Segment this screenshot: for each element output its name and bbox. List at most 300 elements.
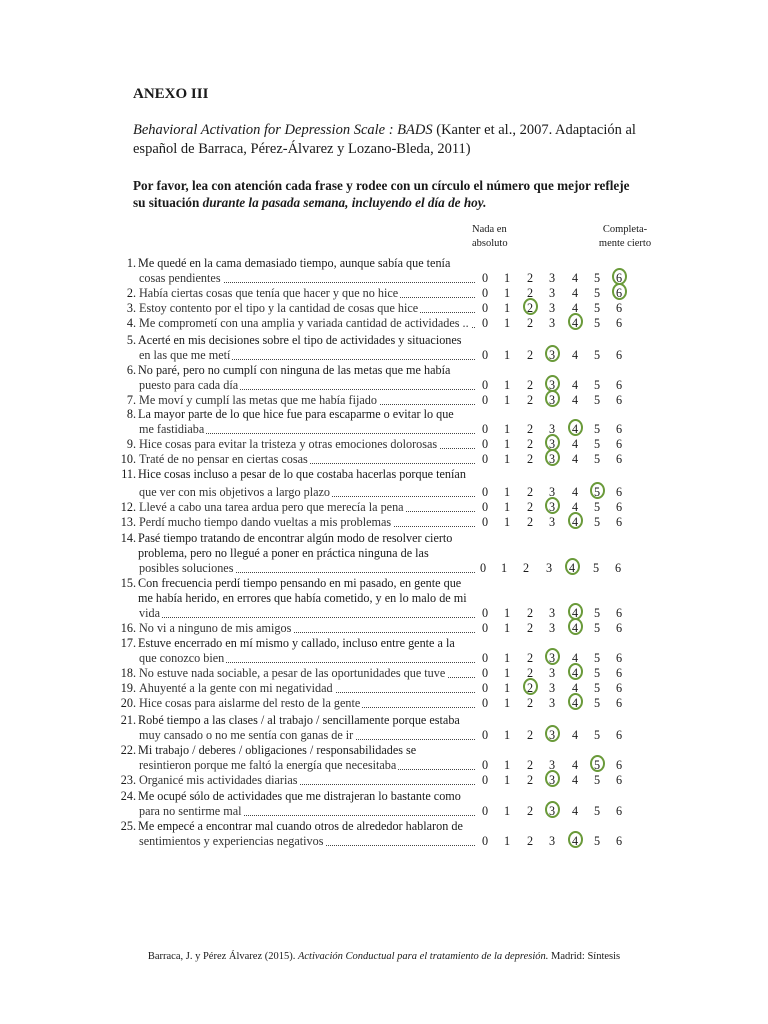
rating-option-5[interactable]: 5 (593, 437, 601, 451)
item-25-line-1 (0, 819, 768, 834)
item-number: 20. (120, 696, 136, 710)
item-text: que ver con mis objetivos a largo plazo (139, 485, 331, 499)
item-13-line-1 (0, 515, 768, 530)
item-text: Hice cosas incluso a pesar de lo que costaba hacerlas porque tenían (138, 467, 466, 481)
item-text: sentimientos y experiencias negativos (139, 834, 324, 848)
rating-option-4[interactable]: 4 (571, 316, 579, 330)
item-text: Me ocupé sólo de actividades que me distrajeran lo bastante como (138, 789, 461, 803)
item-text: muy cansado o no me sentía con ganas de ir (139, 728, 354, 742)
rating-option-3[interactable]: 3 (548, 834, 556, 848)
item-text: vida (139, 606, 160, 620)
selected-rating-circle (523, 678, 538, 695)
rating-option-3[interactable]: 3 (548, 437, 556, 451)
rating-option-6[interactable]: 6 (615, 696, 623, 710)
rating-option-1[interactable]: 1 (500, 561, 508, 575)
selected-rating-circle (565, 558, 580, 575)
rating-option-6[interactable]: 6 (615, 485, 623, 499)
rating-option-0[interactable]: 0 (481, 515, 489, 529)
rating-option-6[interactable]: 6 (615, 393, 623, 407)
rating-option-0[interactable]: 0 (481, 696, 489, 710)
rating-option-1[interactable]: 1 (503, 437, 511, 451)
footer-authors: Barraca, J. y Pérez Álvarez (2015). (147, 951, 298, 962)
item-16-line-1 (0, 621, 768, 636)
rating-option-0[interactable]: 0 (481, 500, 489, 514)
rating-option-6[interactable]: 6 (615, 378, 623, 392)
rating-option-0[interactable]: 0 (481, 666, 489, 680)
rating-option-2[interactable]: 2 (526, 271, 534, 285)
rating-option-6[interactable]: 6 (615, 452, 623, 466)
item-text: en las que me metí (139, 348, 231, 362)
rating-option-0[interactable]: 0 (481, 393, 489, 407)
rating-option-6[interactable]: 6 (615, 728, 623, 742)
rating-option-5[interactable]: 5 (593, 515, 601, 529)
rating-option-0[interactable]: 0 (481, 286, 489, 300)
item-number: 17. (120, 636, 136, 650)
rating-option-5[interactable]: 5 (593, 696, 601, 710)
item-11-line-1 (0, 467, 768, 482)
selected-rating-circle (545, 497, 560, 514)
rating-option-3[interactable]: 3 (548, 758, 556, 772)
item-text: Me moví y cumplí las metas que me había fijado (139, 393, 377, 407)
rating-option-6[interactable]: 6 (615, 606, 623, 620)
rating-option-6[interactable]: 6 (615, 271, 623, 285)
item-text: que conozco bien (139, 651, 225, 665)
rating-option-6[interactable]: 6 (615, 681, 623, 695)
rating-option-1[interactable]: 1 (503, 452, 511, 466)
rating-option-2[interactable]: 2 (526, 485, 534, 499)
rating-option-3[interactable]: 3 (548, 696, 556, 710)
item-number: 4. (126, 316, 136, 330)
item-10-line-1 (0, 452, 768, 467)
rating-option-5[interactable]: 5 (593, 348, 601, 362)
rating-option-0[interactable]: 0 (481, 773, 489, 787)
item-number: 13. (120, 515, 136, 529)
instructions-lead: su situación (133, 194, 203, 210)
item-19-line-1 (0, 681, 768, 696)
item-15-line-2 (0, 591, 768, 606)
rating-option-2[interactable]: 2 (526, 422, 534, 436)
rating-option-3[interactable]: 3 (548, 500, 556, 514)
item-text: Me quedé en la cama demasiado tiempo, aunque sabía que tenía (138, 256, 451, 270)
rating-option-1[interactable]: 1 (503, 316, 511, 330)
rating-option-4[interactable]: 4 (571, 681, 579, 695)
rating-option-4[interactable]: 4 (571, 452, 579, 466)
rating-option-6[interactable]: 6 (615, 651, 623, 665)
rating-option-4[interactable]: 4 (571, 606, 579, 620)
item-number: 19. (120, 681, 136, 695)
item-number: 11. (121, 467, 136, 481)
item-text: Estuve encerrado en mí mismo y callado, incluso entre gente a la (138, 636, 455, 650)
item-text: Me empecé a encontrar mal cuando otros de alrededor hablaron de (138, 819, 463, 833)
rating-option-1[interactable]: 1 (503, 271, 511, 285)
rating-option-2[interactable]: 2 (526, 515, 534, 529)
item-4-line-1 (0, 316, 768, 331)
selected-rating-circle (545, 449, 560, 466)
item-11-line-2 (0, 485, 768, 500)
item-20-line-1 (0, 696, 768, 711)
rating-option-6[interactable]: 6 (615, 666, 623, 680)
rating-option-3[interactable]: 3 (548, 271, 556, 285)
rating-option-4[interactable]: 4 (571, 286, 579, 300)
item-number: 22. (120, 743, 136, 757)
rating-option-3[interactable]: 3 (548, 301, 556, 315)
rating-option-3[interactable]: 3 (548, 621, 556, 635)
item-text: Acerté en mis decisiones sobre el tipo de actividades y situaciones (138, 333, 462, 347)
footer-publisher: Madrid: Síntesis (548, 951, 621, 962)
rating-option-4[interactable]: 4 (571, 621, 579, 635)
item-number: 24. (120, 789, 136, 803)
item-text: Hice cosas para evitar la tristeza y otras emociones dolorosas (139, 437, 438, 451)
rating-option-5[interactable]: 5 (593, 286, 601, 300)
item-text: Llevé a cabo una tarea ardua pero que merecía la pena (139, 500, 404, 514)
rating-option-5[interactable]: 5 (593, 606, 601, 620)
item-number: 16. (120, 621, 136, 635)
rating-option-1[interactable]: 1 (503, 834, 511, 848)
rating-option-0[interactable]: 0 (481, 452, 489, 466)
rating-option-4[interactable]: 4 (571, 834, 579, 848)
instructions-line-1: Por favor, lea con atención cada frase y rodee con un círculo el número que mejor refleje (133, 178, 630, 193)
footer-book-title: Activación Conductual para el tratamiento de la depresión. (297, 951, 549, 962)
rating-option-2[interactable]: 2 (526, 621, 534, 635)
rating-option-6[interactable]: 6 (614, 561, 622, 575)
rating-option-3[interactable]: 3 (548, 773, 556, 787)
rating-option-6[interactable]: 6 (615, 301, 623, 315)
rating-option-1[interactable]: 1 (503, 286, 511, 300)
item-18-line-1 (0, 666, 768, 681)
rating-option-0[interactable]: 0 (481, 316, 489, 330)
rating-option-2[interactable]: 2 (526, 681, 534, 695)
rating-option-6[interactable]: 6 (615, 316, 623, 330)
rating-option-5[interactable]: 5 (593, 834, 601, 848)
rating-option-5[interactable]: 5 (593, 485, 601, 499)
scale-anchor-low-line-1: Nada en (472, 224, 507, 235)
rating-option-6[interactable]: 6 (615, 437, 623, 451)
rating-option-0[interactable]: 0 (481, 606, 489, 620)
rating-option-4[interactable]: 4 (571, 271, 579, 285)
item-text: Robé tiempo a las clases / al trabajo / sencillamente porque estaba (138, 713, 460, 727)
rating-option-3[interactable]: 3 (548, 681, 556, 695)
selected-rating-circle (612, 283, 627, 300)
rating-option-1[interactable]: 1 (503, 773, 511, 787)
rating-option-0[interactable]: 0 (479, 561, 487, 575)
item-8-line-2 (0, 422, 768, 437)
item-14-line-3 (0, 561, 768, 576)
rating-option-2[interactable]: 2 (526, 696, 534, 710)
rating-option-2[interactable]: 2 (526, 758, 534, 772)
rating-option-5[interactable]: 5 (593, 681, 601, 695)
item-12-line-1 (0, 500, 768, 515)
item-number: 8. (126, 407, 136, 421)
rating-option-5[interactable]: 5 (593, 728, 601, 742)
rating-option-5[interactable]: 5 (593, 500, 601, 514)
item-15-line-1 (0, 576, 768, 591)
rating-option-0[interactable]: 0 (481, 437, 489, 451)
rating-option-3[interactable]: 3 (545, 561, 553, 575)
item-text: Perdí mucho tiempo dando vueltas a mis problemas (139, 515, 392, 529)
item-text: problema, pero no llegué a poner en práctica ninguna de las (138, 546, 429, 560)
item-text: Estoy contento por el tipo y la cantidad de cosas que hice (139, 301, 419, 315)
instructions-emphasis: durante la pasada semana, incluyendo el día de hoy. (202, 194, 487, 210)
rating-option-2[interactable]: 2 (522, 561, 530, 575)
rating-option-0[interactable]: 0 (481, 834, 489, 848)
rating-option-0[interactable]: 0 (481, 651, 489, 665)
rating-option-3[interactable]: 3 (548, 651, 556, 665)
rating-option-3[interactable]: 3 (548, 422, 556, 436)
scale-anchor-high-line-1: Completa- (602, 224, 648, 235)
rating-option-0[interactable]: 0 (481, 681, 489, 695)
rating-option-2[interactable]: 2 (526, 316, 534, 330)
rating-option-6[interactable]: 6 (615, 348, 623, 362)
rating-option-4[interactable]: 4 (571, 728, 579, 742)
rating-option-3[interactable]: 3 (548, 316, 556, 330)
item-number: 3. (126, 301, 136, 315)
footer-reference (0, 951, 768, 962)
rating-option-6[interactable]: 6 (615, 773, 623, 787)
rating-option-4[interactable]: 4 (571, 378, 579, 392)
item-number: 2. (126, 286, 136, 300)
rating-option-5[interactable]: 5 (593, 301, 601, 315)
scale-name: Behavioral Activation for Depression Scale : BADS (133, 122, 433, 138)
rating-option-6[interactable]: 6 (615, 834, 623, 848)
rating-option-1[interactable]: 1 (503, 515, 511, 529)
rating-option-1[interactable]: 1 (503, 651, 511, 665)
rating-option-3[interactable]: 3 (548, 804, 556, 818)
item-text: posibles soluciones (139, 561, 234, 575)
item-9-line-1 (0, 437, 768, 452)
item-text: Organicé mis actividades diarias (139, 773, 298, 787)
rating-option-2[interactable]: 2 (526, 804, 534, 818)
item-number: 10. (120, 452, 136, 466)
rating-option-2[interactable]: 2 (526, 728, 534, 742)
rating-option-5[interactable]: 5 (593, 804, 601, 818)
selected-rating-circle (568, 831, 583, 848)
rating-option-3[interactable]: 3 (548, 606, 556, 620)
item-3-line-1 (0, 301, 768, 316)
selected-rating-circle (568, 663, 583, 680)
selected-rating-circle (523, 298, 538, 315)
item-21-line-1 (0, 713, 768, 728)
item-text: para no sentirme mal (139, 804, 242, 818)
rating-option-0[interactable]: 0 (481, 621, 489, 635)
item-text: resintieron porque me faltó la energía que necesitaba (139, 758, 397, 772)
item-text: Pasé tiempo tratando de encontrar algún modo de resolver cierto (138, 531, 453, 545)
selected-rating-circle (545, 390, 560, 407)
rating-option-3[interactable]: 3 (548, 286, 556, 300)
rating-option-2[interactable]: 2 (526, 437, 534, 451)
rating-option-6[interactable]: 6 (615, 804, 623, 818)
item-text: Había ciertas cosas que tenía que hacer y que no hice (139, 286, 399, 300)
rating-option-1[interactable]: 1 (503, 758, 511, 772)
rating-option-0[interactable]: 0 (481, 378, 489, 392)
rating-option-4[interactable]: 4 (571, 348, 579, 362)
rating-option-1[interactable]: 1 (503, 696, 511, 710)
rating-option-3[interactable]: 3 (548, 515, 556, 529)
rating-option-1[interactable]: 1 (503, 621, 511, 635)
scale-anchor-high-line-2: mente cierto (598, 238, 652, 249)
rating-option-0[interactable]: 0 (481, 422, 489, 436)
rating-option-4[interactable]: 4 (571, 773, 579, 787)
item-17-line-2 (0, 651, 768, 666)
rating-option-1[interactable]: 1 (503, 681, 511, 695)
rating-option-4[interactable]: 4 (571, 515, 579, 529)
item-8-line-1 (0, 407, 768, 422)
selected-rating-circle (568, 512, 583, 529)
rating-option-5[interactable]: 5 (593, 651, 601, 665)
item-text: puesto para cada día (139, 378, 239, 392)
item-text: Mi trabajo / deberes / obligaciones / responsabilidades se (138, 743, 417, 757)
rating-option-3[interactable]: 3 (548, 728, 556, 742)
item-number: 23. (120, 773, 136, 787)
rating-option-1[interactable]: 1 (503, 393, 511, 407)
rating-option-1[interactable]: 1 (503, 485, 511, 499)
rating-option-4[interactable]: 4 (571, 666, 579, 680)
rating-option-4[interactable]: 4 (571, 651, 579, 665)
rating-option-5[interactable]: 5 (593, 271, 601, 285)
rating-option-0[interactable]: 0 (481, 728, 489, 742)
rating-option-2[interactable]: 2 (526, 666, 534, 680)
rating-option-5[interactable]: 5 (592, 561, 600, 575)
rating-option-2[interactable]: 2 (526, 393, 534, 407)
rating-option-0[interactable]: 0 (481, 271, 489, 285)
rating-option-5[interactable]: 5 (593, 422, 601, 436)
rating-option-0[interactable]: 0 (481, 804, 489, 818)
item-7-line-1 (0, 393, 768, 408)
rating-option-2[interactable]: 2 (526, 834, 534, 848)
item-6-line-1 (0, 363, 768, 378)
rating-option-3[interactable]: 3 (548, 348, 556, 362)
rating-option-5[interactable]: 5 (593, 621, 601, 635)
rating-option-5[interactable]: 5 (593, 773, 601, 787)
item-text: La mayor parte de lo que hice fue para escaparme o evitar lo que (138, 407, 454, 421)
rating-option-1[interactable]: 1 (503, 728, 511, 742)
rating-option-6[interactable]: 6 (615, 286, 623, 300)
selected-rating-circle (568, 419, 583, 436)
rating-option-4[interactable]: 4 (571, 422, 579, 436)
selected-rating-circle (568, 618, 583, 635)
rating-option-4[interactable]: 4 (571, 393, 579, 407)
rating-option-4[interactable]: 4 (571, 301, 579, 315)
rating-option-0[interactable]: 0 (481, 348, 489, 362)
item-text: Ahuyenté a la gente con mi negatividad (139, 681, 333, 695)
item-24-line-2 (0, 804, 768, 819)
rating-option-6[interactable]: 6 (615, 422, 623, 436)
rating-option-1[interactable]: 1 (503, 804, 511, 818)
rating-option-5[interactable]: 5 (593, 316, 601, 330)
rating-option-2[interactable]: 2 (526, 651, 534, 665)
rating-option-6[interactable]: 6 (615, 758, 623, 772)
item-17-line-1 (0, 636, 768, 651)
rating-option-2[interactable]: 2 (526, 286, 534, 300)
rating-option-3[interactable]: 3 (548, 378, 556, 392)
rating-option-5[interactable]: 5 (593, 452, 601, 466)
rating-option-2[interactable]: 2 (526, 348, 534, 362)
item-number: 5. (126, 333, 136, 347)
item-text: Hice cosas para aislarme del resto de la gente (139, 696, 361, 710)
selected-rating-circle (568, 693, 583, 710)
item-text: Me comprometí con una amplia y variada cantidad de actividades .. (139, 316, 469, 330)
rating-option-1[interactable]: 1 (503, 606, 511, 620)
rating-option-0[interactable]: 0 (481, 301, 489, 315)
item-14-line-1 (0, 531, 768, 546)
rating-option-2[interactable]: 2 (526, 301, 534, 315)
rating-option-6[interactable]: 6 (615, 500, 623, 514)
rating-option-2[interactable]: 2 (526, 773, 534, 787)
item-text: me fastidiaba (139, 422, 205, 436)
item-text: No vi a ninguno de mis amigos (139, 621, 292, 635)
rating-option-1[interactable]: 1 (503, 378, 511, 392)
rating-option-2[interactable]: 2 (526, 452, 534, 466)
item-22-line-2 (0, 758, 768, 773)
rating-option-3[interactable]: 3 (548, 485, 556, 499)
rating-option-6[interactable]: 6 (615, 515, 623, 529)
item-5-line-2 (0, 348, 768, 363)
item-number: 15. (120, 576, 136, 590)
selected-rating-circle (545, 345, 560, 362)
item-number: 18. (120, 666, 136, 680)
rating-option-4[interactable]: 4 (571, 500, 579, 514)
rating-option-0[interactable]: 0 (481, 485, 489, 499)
item-5-line-1 (0, 333, 768, 348)
rating-option-4[interactable]: 4 (571, 758, 579, 772)
selected-rating-circle (545, 801, 560, 818)
item-23-line-1 (0, 773, 768, 788)
rating-option-5[interactable]: 5 (593, 758, 601, 772)
rating-option-3[interactable]: 3 (548, 393, 556, 407)
item-text: Con frecuencia perdí tiempo pensando en mi pasado, en gente que (138, 576, 462, 590)
rating-option-4[interactable]: 4 (571, 804, 579, 818)
rating-option-2[interactable]: 2 (526, 378, 534, 392)
rating-option-4[interactable]: 4 (571, 485, 579, 499)
item-number: 25. (120, 819, 136, 833)
item-number: 14. (120, 531, 136, 545)
rating-option-6[interactable]: 6 (615, 621, 623, 635)
rating-option-0[interactable]: 0 (481, 758, 489, 772)
item-1-line-2 (0, 271, 768, 286)
rating-option-1[interactable]: 1 (503, 422, 511, 436)
item-22-line-1 (0, 743, 768, 758)
rating-option-1[interactable]: 1 (503, 348, 511, 362)
item-number: 6. (126, 363, 136, 377)
rating-option-1[interactable]: 1 (503, 666, 511, 680)
item-text: cosas pendientes (139, 271, 221, 285)
rating-option-5[interactable]: 5 (593, 666, 601, 680)
item-2-line-1 (0, 286, 768, 301)
item-number: 1. (126, 256, 136, 270)
item-text: No paré, pero no cumplí con ninguna de las metas que me había (138, 363, 451, 377)
item-6-line-2 (0, 378, 768, 393)
item-number: 12. (120, 500, 136, 514)
rating-option-3[interactable]: 3 (548, 666, 556, 680)
item-text: Traté de no pensar en ciertas cosas (139, 452, 308, 466)
selected-rating-circle (545, 648, 560, 665)
selected-rating-circle (545, 770, 560, 787)
citation-authors: (Kanter et al., 2007. Adaptación al (432, 122, 636, 138)
selected-rating-circle (590, 755, 605, 772)
rating-option-5[interactable]: 5 (593, 378, 601, 392)
rating-option-4[interactable]: 4 (568, 561, 576, 575)
citation-adaptation: español de Barraca, Pérez-Álvarez y Lozano-Bleda, 2011) (133, 141, 471, 157)
rating-option-2[interactable]: 2 (526, 500, 534, 514)
rating-option-3[interactable]: 3 (548, 452, 556, 466)
rating-option-5[interactable]: 5 (593, 393, 601, 407)
rating-option-1[interactable]: 1 (503, 500, 511, 514)
rating-option-4[interactable]: 4 (571, 437, 579, 451)
selected-rating-circle (545, 725, 560, 742)
selected-rating-circle (568, 313, 583, 330)
rating-option-2[interactable]: 2 (526, 606, 534, 620)
rating-option-1[interactable]: 1 (503, 301, 511, 315)
rating-option-4[interactable]: 4 (571, 696, 579, 710)
